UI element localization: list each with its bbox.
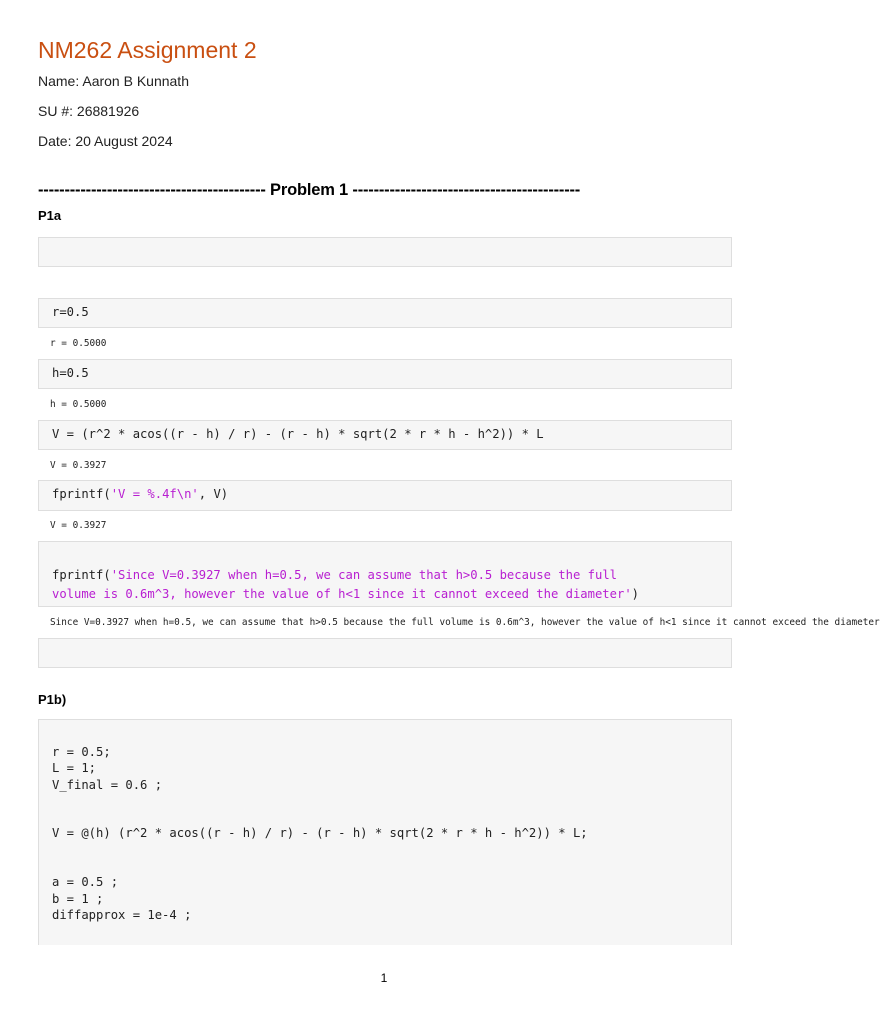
code-fprintf-volume [52,487,228,501]
code-fprintf-explanation [52,566,639,604]
output-h: h = 0.5000 [50,399,107,410]
code-line: b = 1 ; [52,891,104,906]
student-number: SU #: 26881926 [38,103,140,119]
code-cell-h[interactable] [38,359,732,389]
author-name: Name: Aaron B Kunnath [38,73,189,89]
p1a-label: P1a [38,208,62,223]
fprintf-call: fprintf( [52,487,111,501]
fprintf-format-string: 'V = %.4f\n' [110,487,199,501]
code-line: V_final = 0.6 ; [52,777,163,792]
output-fprintf-explanation: Since V=0.3927 when h=0.5, we can assume that h>0.5 because the full volume is 0.6m^3, however the value of h<1 since it cannot exceed the diameter [50,617,880,628]
fprintf-string-line-1: 'Since V=0.3927 when h=0.5, we can assume that h>0.5 because the full [110,568,617,582]
fprintf-string-line-2: volume is 0.6m^3, however the value of h<1 since it cannot exceed the diameter' [52,587,632,601]
code-line: L = 1; [52,761,97,776]
document-title: NM262 Assignment 2 [38,37,257,63]
fprintf-args: , V) [198,487,229,501]
empty-code-cell[interactable] [38,237,732,267]
page-number: 1 [380,971,388,985]
code-p1b [52,744,588,923]
code-volume-formula: V = (r^2 * acos((r - h) / r) - (r - h) * sqrt(2 * r * h - h^2)) * L [52,427,544,441]
empty-code-cell[interactable] [38,638,732,668]
fprintf-close: ) [631,587,640,601]
code-cell-r[interactable] [38,298,732,328]
code-r-assign: r=0.5 [52,305,89,319]
code-line: a = 0.5 ; [52,875,119,890]
output-fprintf-volume: V = 0.3927 [50,520,107,531]
code-h-assign: h=0.5 [52,366,89,380]
code-line: V = @(h) (r^2 * acos((r - h) / r) - (r - h) * sqrt(2 * r * h - h^2)) * L; [52,826,588,841]
output-volume: V = 0.3927 [50,460,107,471]
p1b-label: P1b) [38,692,67,707]
code-line: diffapprox = 1e-4 ; [52,907,192,922]
submission-date: Date: 20 August 2024 [38,133,173,149]
output-r: r = 0.5000 [50,338,107,349]
code-line: r = 0.5; [52,745,111,759]
problem-1-heading: ------------------------------------------- Problem 1 ------------------------------------------- [38,181,581,199]
fprintf-call: fprintf( [52,568,111,582]
